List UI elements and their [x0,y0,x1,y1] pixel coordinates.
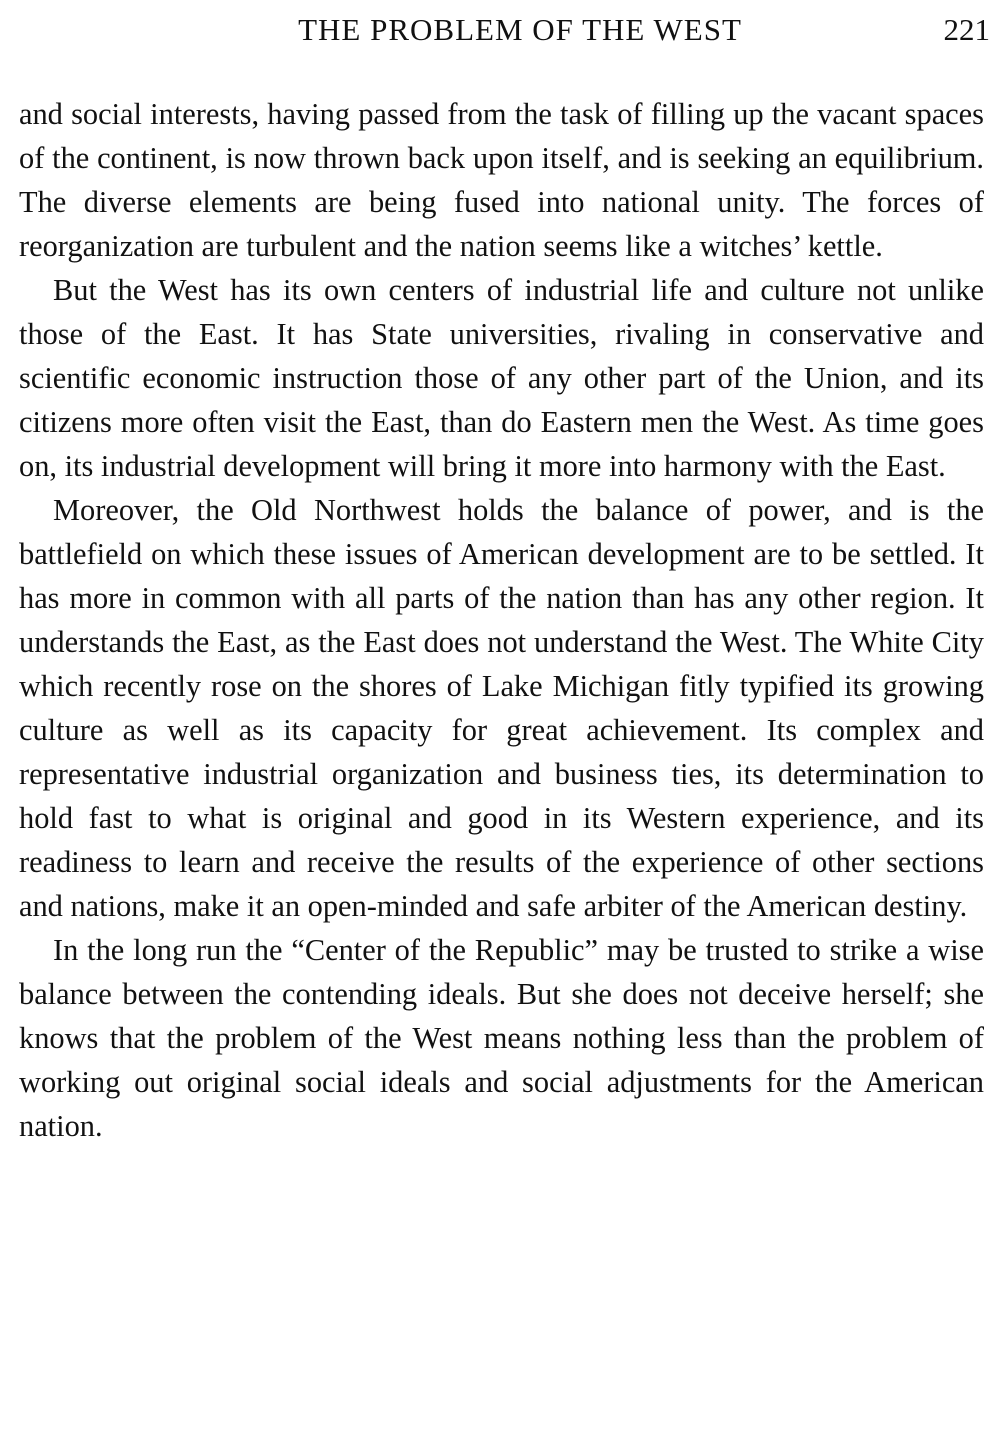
paragraph-1: and social interests, having passed from the task of filling up the vacant spaces of the continent, is now thrown back upon itself, and is seeking an equilibrium. The diverse elements are being fused into national unity. The forces of reorganization are turbulent and the nation seems like a witches’ kettle. [19,97,984,263]
running-title: THE PROBLEM OF THE WEST [298,12,742,47]
paragraph-2: But the West has its own centers of industrial life and culture not unlike those of the East. It has State universities, rivaling in conservative and scientific economic instruction those of any other part of the Union, and its citizens more often visit the East, than do Eastern men the West. As time goes on, its industrial development will bring it more into harmony with the East. [19,273,984,483]
body-text [19,92,984,1148]
paragraph-4: In the long run the “Center of the Republic” may be trusted to strike a wise balance between the contending ideals. But she does not deceive herself; she knows that the problem of the West means nothing less than the problem of working out original social ideals and social adjustments for the American nation. [19,933,984,1143]
running-head [20,10,990,50]
page-number: 221 [943,12,990,47]
paragraph-3: Moreover, the Old Northwest holds the balance of power, and is the battlefield on which these issues of American development are to be settled. It has more in common with all parts of the nation than has any other region. It understands the East, as the East does not understand the West. The White City which recently rose on the shores of Lake Michigan fitly typified its growing culture as well as its capacity for great achievement. Its complex and representative industrial organization and business ties, its determination to hold fast to what is original and good in its Western experience, and its readiness to learn and receive the results of the experience of other sections and nations, make it an open-minded and safe arbiter of the American destiny. [19,493,984,923]
